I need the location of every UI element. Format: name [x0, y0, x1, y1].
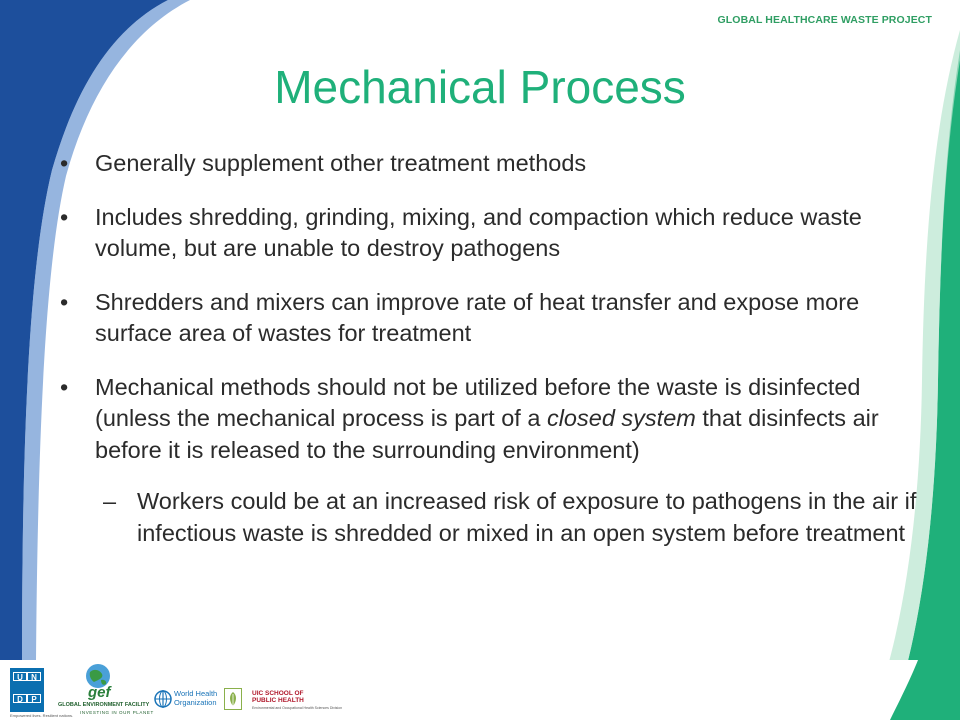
bullet-item [60, 148, 920, 180]
project-label: GLOBAL HEALTHCARE WASTE PROJECT [717, 14, 932, 26]
uic-logo [252, 690, 304, 704]
partner-logos [0, 660, 343, 720]
bullet-text: Generally supplement other treatment methods [95, 150, 587, 176]
undp-letter: N [27, 672, 41, 681]
bullet-list [60, 148, 920, 549]
gef-mark: gef [88, 684, 111, 701]
slide-title: Mechanical Process [274, 61, 686, 113]
partner-logo-icon [224, 688, 242, 710]
sub-bullet-item [60, 486, 920, 549]
bullet-item [60, 202, 920, 265]
bullet-dot: • [60, 150, 69, 176]
bullet-text: Includes shredding, grinding, mixing, and compaction which reduce waste volume, but are unable to destroy pathogens [95, 203, 862, 261]
who-line-2: Organization [174, 697, 217, 707]
bullet-dot: • [60, 373, 69, 400]
gef-name: GLOBAL ENVIRONMENT FACILITY [58, 702, 150, 708]
who-emblem-icon [153, 689, 173, 709]
gef-tagline: INVESTING IN OUR PLANET [80, 710, 154, 715]
undp-tagline: Empowered lives. Resilient nations. [10, 713, 74, 718]
undp-letter: D [13, 694, 27, 703]
undp-letter: P [27, 694, 41, 703]
bullet-dot: • [60, 288, 69, 315]
uic-line-2: PUBLIC HEALTH [252, 697, 304, 704]
bullet-text: Shredders and mixers can improve rate of heat transfer and expose more surface area of wastes for treatment [95, 288, 860, 346]
bullet-text-part: that disinfects air before it is released to the surrounding environment) [95, 405, 879, 463]
bullet-item [60, 372, 920, 467]
uic-subtitle: Environmental and Occupational Health Sciences Division [252, 706, 343, 710]
bullet-text-part: Mechanical methods should not be utilized before the waste is disinfected (unless the mechanical process is part of a [95, 373, 861, 431]
undp-letter: U [13, 672, 27, 681]
who-name [174, 690, 217, 707]
uic-line-1: UIC SCHOOL OF [252, 690, 304, 697]
bullet-item [60, 287, 920, 350]
who-line-1: World Health [174, 689, 218, 698]
bullet-dot: • [60, 203, 69, 230]
leaf-icon [225, 689, 241, 709]
undp-logo [10, 668, 44, 712]
bullet-text-emphasis: closed system [546, 405, 696, 431]
sub-bullet-dash: – [103, 488, 117, 514]
sub-bullet-text: Workers could be at an increased risk of exposure to pathogens in the air if infectious waste is shredded or mixed in an open system before treatment [137, 488, 917, 546]
